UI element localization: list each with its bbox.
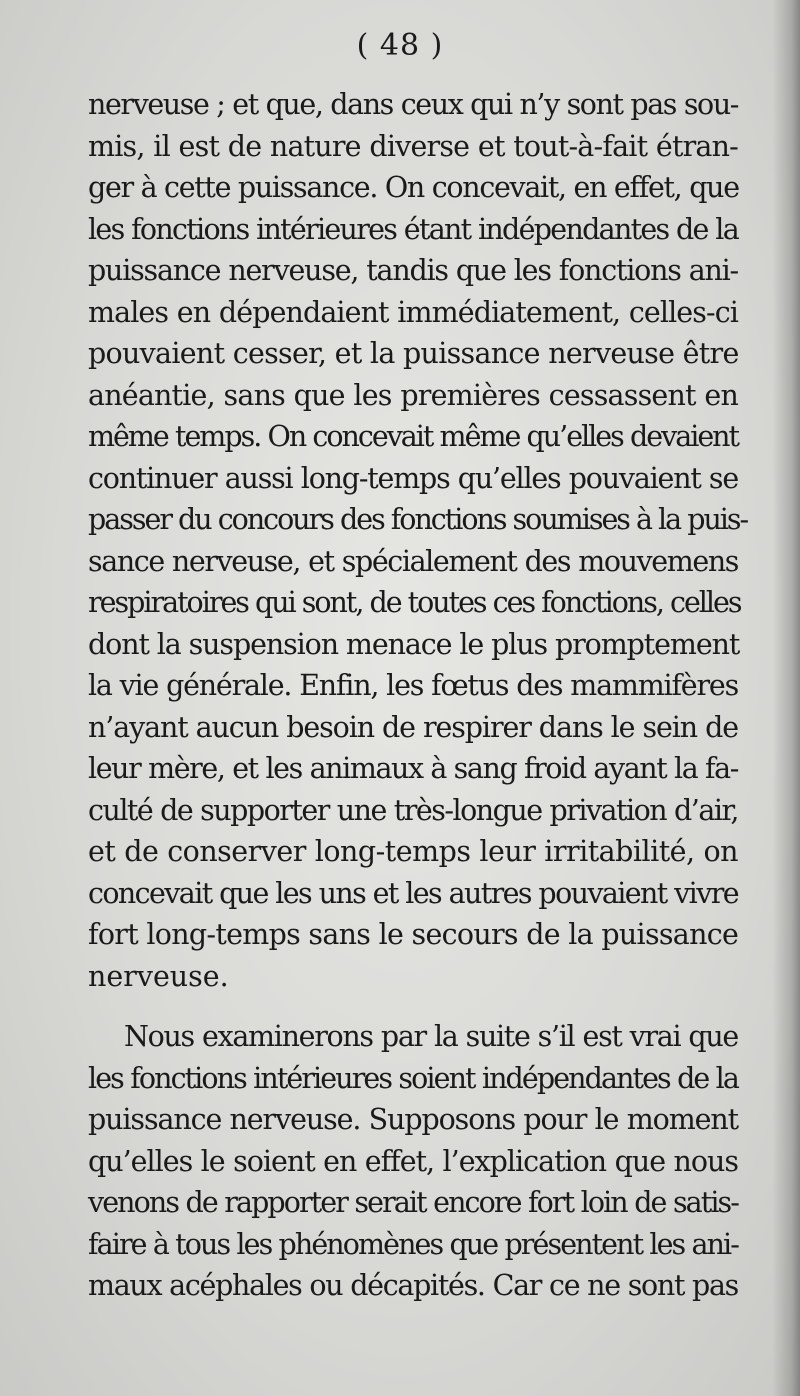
text-line: ger à cette puissance. On concevait, en effet, que: [88, 171, 739, 204]
text-line: la vie générale. Enfin, les fœtus des mammifères: [88, 669, 738, 702]
text-line: dont la suspension menace le plus promptement: [88, 627, 740, 661]
text-line: males en dépendaient immédiatement, celles-ci: [88, 295, 738, 329]
text-line: Nous examinerons par la suite s’il est vrai que: [124, 1020, 738, 1053]
text-line: venons de rapporter serait encore fort loin de satis-: [88, 1186, 738, 1219]
page-number: ( 48 ): [356, 28, 444, 63]
text-line: leur mère, et les animaux à sang froid ayant la fa-: [88, 752, 738, 785]
text-line: les fonctions intérieures étant indépendantes de la: [88, 212, 738, 246]
text-line: respiratoires qui sont, de toutes ces fonctions, celles: [88, 586, 741, 619]
text-line: fort long-temps sans le secours de la puissance: [88, 918, 739, 951]
paragraph-2: [88, 1016, 738, 1307]
text-line: nerveuse.: [88, 959, 229, 993]
text-line: passer du concours des fonctions soumises à la puis-: [88, 503, 748, 536]
text-line: puissance nerveuse, tandis que les fonctions ani-: [88, 254, 738, 287]
text-line: n’ayant aucun besoin de respirer dans le sein de: [88, 710, 738, 744]
text-line: puissance nerveuse. Supposons pour le moment: [88, 1103, 738, 1136]
text-line: sance nerveuse, et spécialement des mouvemens: [88, 544, 738, 578]
text-line: maux acéphales ou décapités. Car ce ne sont pas: [88, 1269, 738, 1302]
text-line: qu’elles le soient en effet, l’explication que nous: [88, 1144, 738, 1178]
text-line: faire à tous les phénomènes que présentent les ani-: [88, 1227, 738, 1261]
text-line: mis, il est de nature diverse et tout-à-fait étran-: [88, 129, 738, 163]
text-line: et de conserver long-temps leur irritabilité, on: [88, 835, 738, 868]
text-line: nerveuse ; et que, dans ceux qui n’y sont pas sou-: [88, 88, 738, 121]
text-line: culté de supporter une très-longue privation d’air,: [88, 793, 738, 827]
page-edge-shadow: [772, 0, 800, 1396]
text-line: anéantie, sans que les premières cessassent en: [88, 378, 738, 412]
text-line: concevait que les uns et les autres pouvaient vivre: [88, 876, 738, 910]
text-line: continuer aussi long-temps qu’elles pouvaient se: [88, 461, 738, 495]
paragraph-1: [88, 84, 748, 997]
text-line: pouvaient cesser, et la puissance nerveuse être: [88, 337, 739, 370]
text-line: les fonctions intérieures soient indépendantes de la: [88, 1061, 738, 1095]
text-line: même temps. On concevait même qu’elles devaient: [88, 420, 738, 453]
